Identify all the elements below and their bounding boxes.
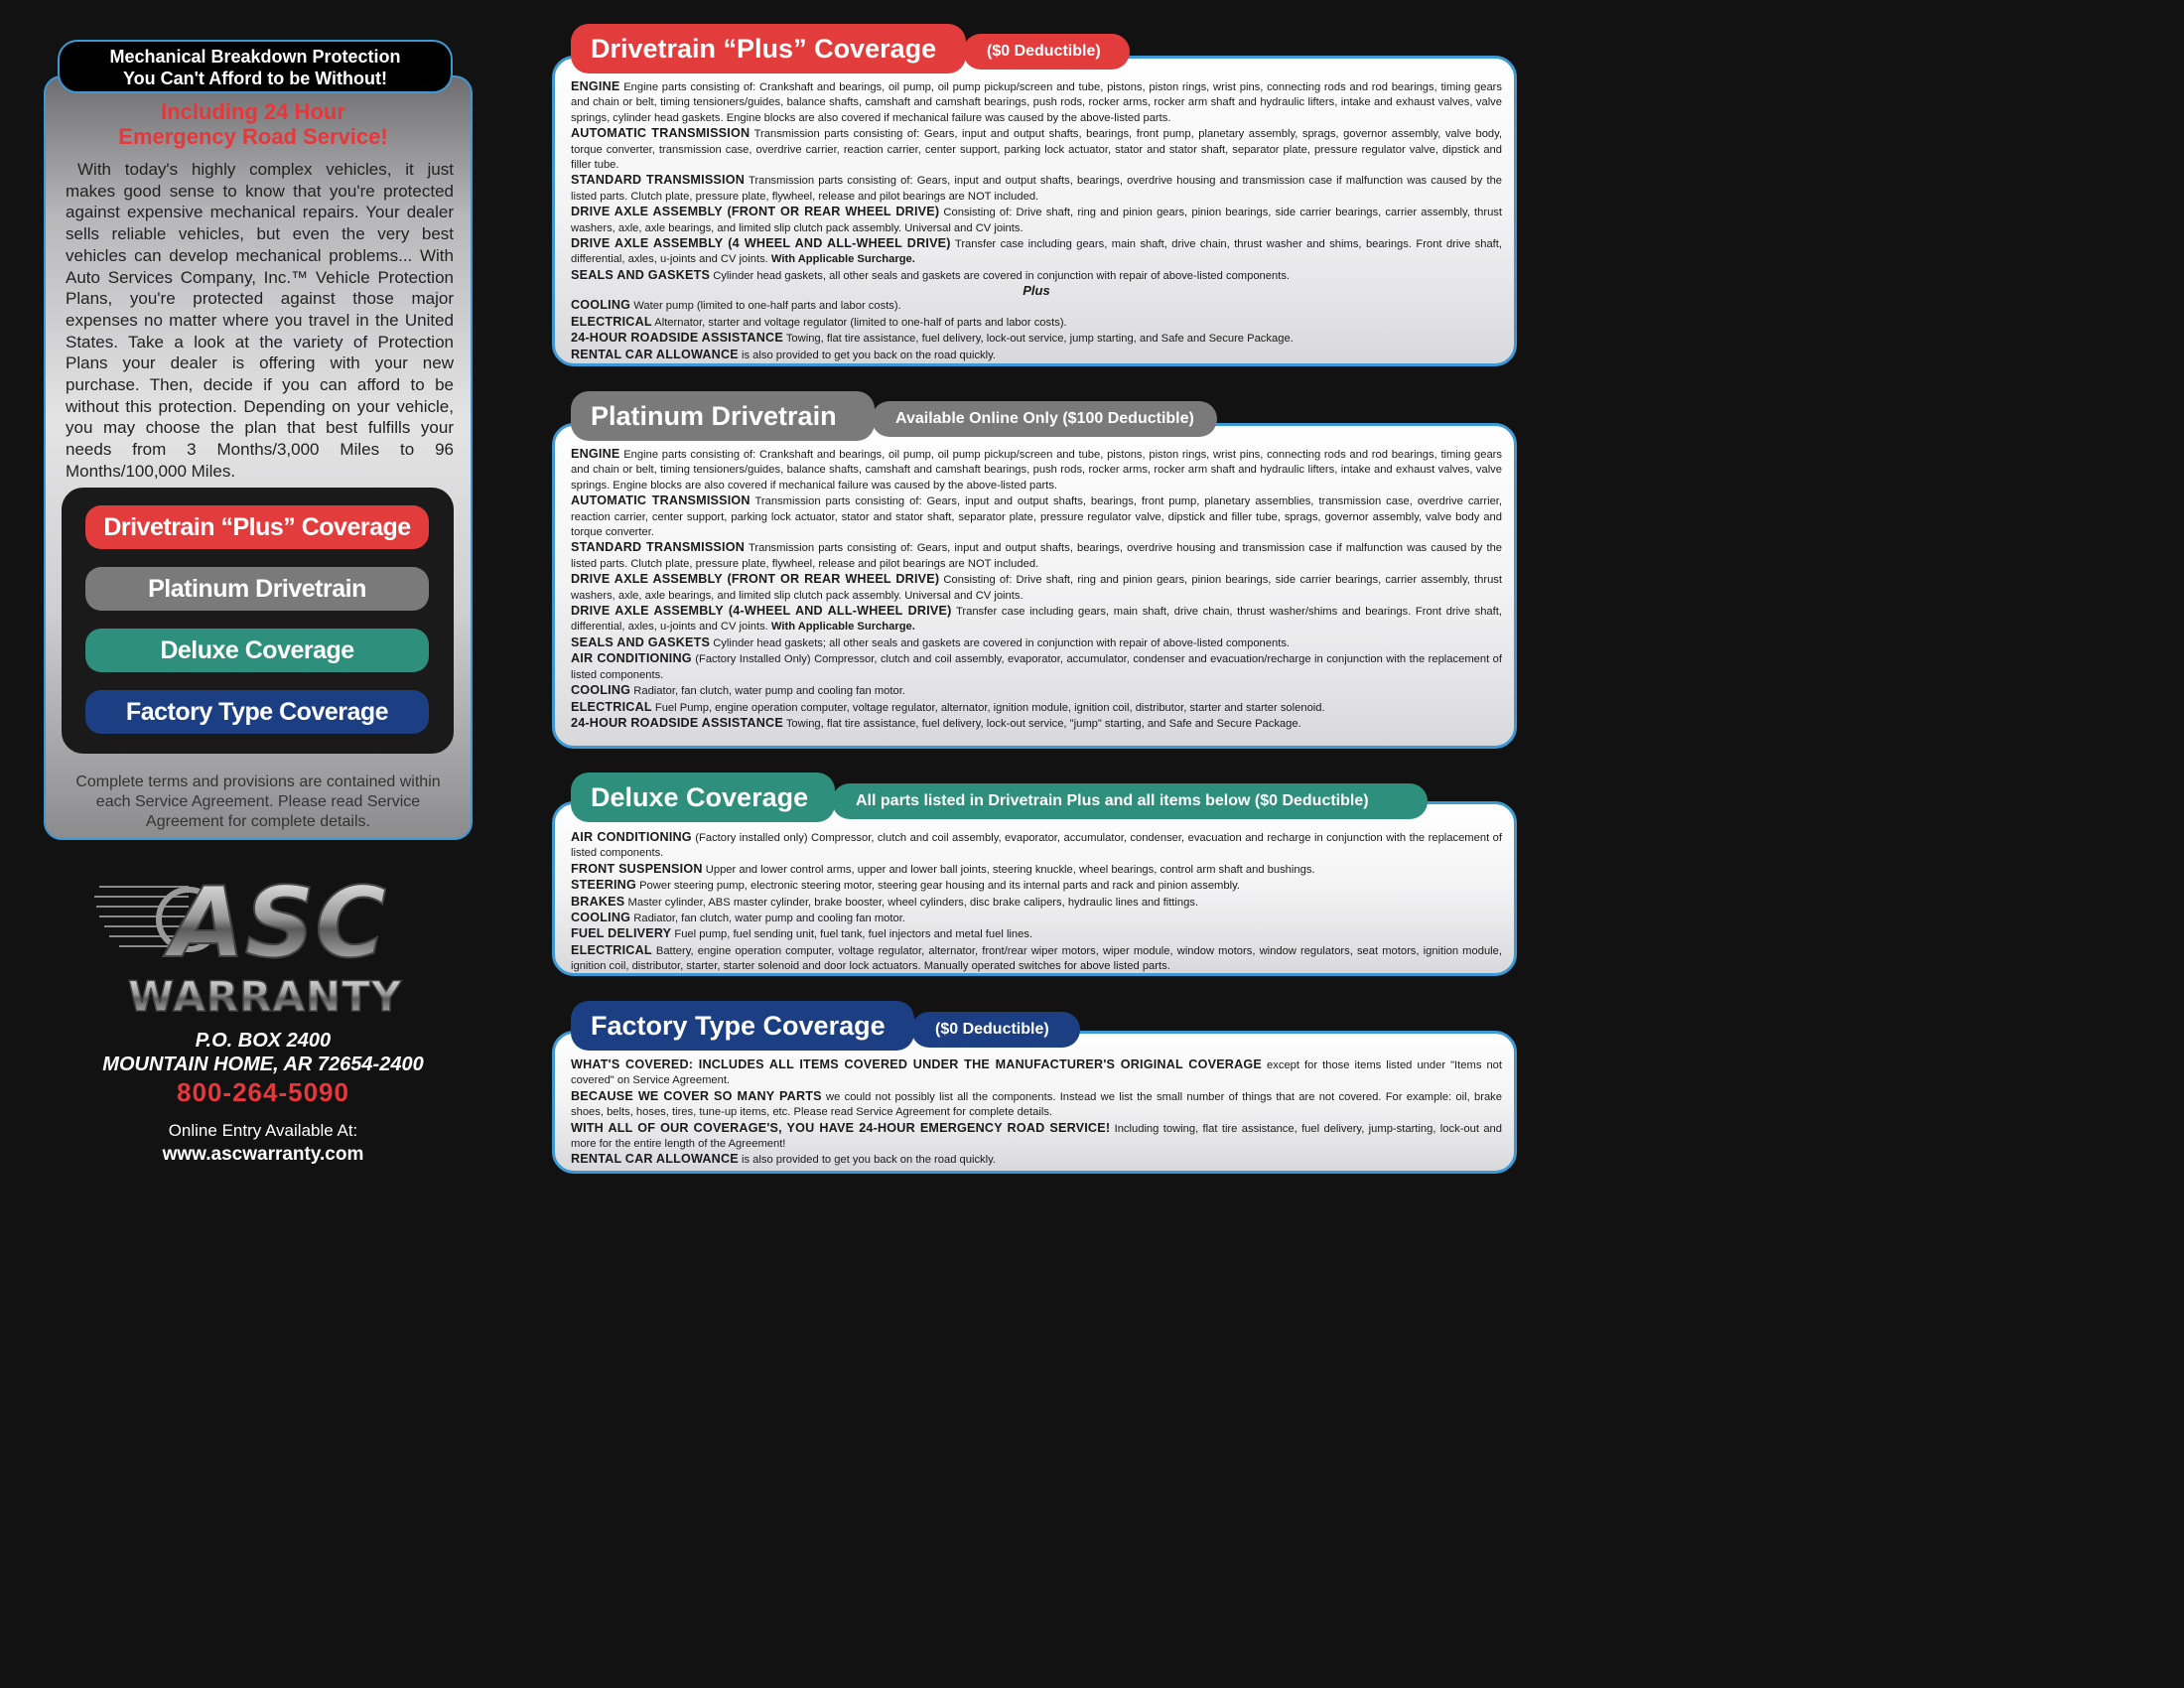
items-deluxe: [571, 830, 1502, 975]
coverage-item-heading: FRONT SUSPENSION: [571, 861, 703, 876]
coverage-item-text: Water pump (limited to one-half parts and labor costs).: [630, 300, 901, 313]
coverage-item: [571, 1089, 1502, 1121]
coverage-item-text: we could not possibly list all the components. Instead we list the small number of things that are not covered. For example: oil, brake shoes, belts, hoses, tires, tune-up items, etc. Please read Service Agreement for complete details.: [571, 1090, 1502, 1119]
coverage-item: [571, 173, 1502, 205]
coverage-item-heading: BECAUSE WE COVER SO MANY PARTS: [571, 1088, 822, 1103]
coverage-item: [571, 298, 1502, 314]
surcharge-note: With Applicable Surcharge.: [770, 253, 915, 266]
coverage-item-text: Master cylinder, ABS master cylinder, brake booster, wheel cylinders, disc brake calipers, hydraulic lines and fittings.: [624, 896, 1199, 909]
coverage-item-heading: COOLING: [571, 683, 631, 698]
section-deductible-deluxe: All parts listed in Drivetrain Plus and all items below ($0 Deductible): [832, 783, 1428, 819]
coverage-item-text: Transfer case including gears, main shaft, drive chain, thrust washer and shims, bearings. Front drive shaft, differential, axles, u-joints and CV joints.: [571, 238, 1502, 266]
coverage-item-text: Power steering pump, electronic steering motor, steering gear housing and its internal parts and rack and pinion assembly.: [635, 880, 1240, 893]
address-line-1: P.O. BOX 2400: [195, 1030, 332, 1052]
header-line-2: You Can't Afford to be Without!: [122, 69, 388, 88]
coverage-item-text: Transmission parts consisting of: Gears, input and output shafts, bearings, front pump, planetary assemblies, transmission case, overdrive carrier, reaction carrier, center support, parking lock actuator, stator and stator shaft, separator plate, pressure regulator valve, dipstick and filler tube, sprags, governor assembly, valve body and torque converter.: [571, 495, 1503, 539]
coverage-item-heading: DRIVE AXLE ASSEMBLY (FRONT OR REAR WHEEL DRIVE): [571, 572, 940, 587]
header-banner: [58, 40, 453, 93]
plan-button-platinum[interactable]: Platinum Drivetrain: [85, 567, 429, 611]
coverage-item: [571, 540, 1502, 572]
coverage-item-heading: ENGINE: [571, 79, 620, 93]
coverage-item: [571, 126, 1502, 173]
coverage-item: [571, 331, 1502, 347]
coverage-item: [571, 348, 1502, 363]
coverage-item-text: Alternator, starter and voltage regulator (limited to one-half of parts and labor costs).: [651, 316, 1067, 329]
coverage-item-heading: FUEL DELIVERY: [571, 926, 672, 941]
coverage-item: [571, 447, 1502, 493]
plus-divider: Plus: [1023, 283, 1050, 299]
coverage-item: [571, 315, 1502, 331]
website-link[interactable]: www.ascwarranty.com: [162, 1144, 364, 1165]
items-platinum: [571, 447, 1502, 732]
coverage-item-heading: 24-HOUR ROADSIDE ASSISTANCE: [571, 331, 783, 346]
items-drivetrain-plus: [571, 79, 1502, 363]
plan-button-factory[interactable]: Factory Type Coverage: [85, 690, 429, 734]
coverage-item-heading: STEERING: [571, 878, 636, 893]
coverage-item: [571, 635, 1502, 651]
coverage-item-heading: DRIVE AXLE ASSEMBLY (FRONT OR REAR WHEEL DRIVE): [571, 205, 940, 219]
coverage-item-text: Transmission parts consisting of: Gears, input and output shafts, bearings, overdrive housing and transmission case if malfunction was caused by the listed parts. Clutch plate, pressure plate, flywheel, release and pilot bearings are NOT included.: [571, 542, 1503, 570]
coverage-item: [571, 943, 1502, 975]
coverage-item: [571, 878, 1502, 894]
coverage-item-text: Battery, engine operation computer, voltage regulator, alternator, front/rear wiper motors, wiper module, window motors, window regulators, seat motors, ignition module, ignition coil, distributor, starter, starter solenoid and door lock actuators. Manually operated switches for above listed parts.: [571, 944, 1502, 973]
coverage-item: [571, 268, 1502, 284]
phone-number[interactable]: 800-264-5090: [177, 1077, 349, 1107]
coverage-item-text: Towing, flat tire assistance, fuel delivery, lock-out service, "jump" starting, and Safe and Secure Package.: [782, 717, 1301, 730]
coverage-item-heading: AIR CONDITIONING: [571, 651, 692, 666]
coverage-item-heading: RENTAL CAR ALLOWANCE: [571, 347, 739, 361]
coverage-item-text: Consisting of: Drive shaft, ring and pinion gears, pinion bearings, side carrier bearings, carrier assembly, thrust washers, axle, axle bearings, and limited slip clutch pack assembly. Universal and CV joints.: [571, 574, 1502, 602]
coverage-item-text: is also provided to get you back on the road quickly.: [738, 1154, 996, 1167]
coverage-item-heading: STANDARD TRANSMISSION: [571, 173, 746, 188]
coverage-item-text: Transfer case including gears, main shaft, drive chain, thrust washer/shims and bearings. Front drive shaft, differential, axles, u-joints and CV joints.: [571, 606, 1502, 633]
coverage-item-heading: AIR CONDITIONING: [571, 830, 692, 844]
coverage-item-text: is also provided to get you back on the road quickly.: [738, 349, 996, 361]
coverage-item-text: Fuel Pump, engine operation computer, voltage regulator, alternator, ignition module, ignition coil, distributor, starter and starter solenoid.: [651, 701, 1325, 714]
coverage-item-heading: DRIVE AXLE ASSEMBLY (4-WHEEL AND ALL-WHEEL DRIVE): [571, 604, 952, 619]
coverage-item: [571, 830, 1502, 862]
emergency-heading: [69, 99, 437, 149]
coverage-item-heading: WHAT'S COVERED: INCLUDES ALL ITEMS COVERED UNDER THE MANUFACTURER'S ORIGINAL COVERAGE: [571, 1057, 1262, 1071]
section-title-deluxe: Deluxe Coverage: [571, 773, 835, 822]
coverage-item-heading: RENTAL CAR ALLOWANCE: [571, 1152, 739, 1167]
online-entry-label: Online Entry Available At:: [168, 1121, 358, 1140]
coverage-item-text: Fuel pump, fuel sending unit, fuel tank, fuel injectors and metal fuel lines.: [671, 928, 1033, 941]
plan-button-drivetrain-plus[interactable]: Drivetrain “Plus” Coverage: [85, 505, 429, 549]
coverage-item-text: Cylinder head gaskets, all other seals and gaskets are covered in conjunction with repair of above-listed components.: [710, 269, 1291, 282]
coverage-item-text: Cylinder head gaskets; all other seals and gaskets are covered in conjunction with repair of above-listed components.: [710, 636, 1291, 649]
coverage-item-text: Consisting of: Drive shaft, ring and pinion gears, pinion bearings, side carrier bearings, carrier assembly, thrust washers, axle, axle bearings, and limited slip clutch pack assembly. Universal and CV joints.: [571, 207, 1502, 234]
coverage-item-heading: AUTOMATIC TRANSMISSION: [571, 126, 751, 141]
items-factory: [571, 1057, 1502, 1169]
coverage-item: [571, 895, 1502, 911]
coverage-item: [571, 79, 1502, 126]
coverage-item-text: Including towing, flat tire assistance, fuel delivery, jump-starting, lock-out and more for the entire length of the Agreement!: [571, 1122, 1503, 1151]
section-deductible-platinum: Available Online Only ($100 Deductible): [872, 401, 1217, 437]
emergency-line-2: Emergency Road Service!: [118, 124, 388, 149]
coverage-item-heading: DRIVE AXLE ASSEMBLY (4 WHEEL AND ALL-WHEEL DRIVE): [571, 236, 951, 251]
coverage-item: [571, 683, 1502, 699]
logo-asc-text: ASC: [169, 867, 387, 980]
address-line-2: MOUNTAIN HOME, AR 72654-2400: [102, 1054, 424, 1075]
coverage-item-heading: ENGINE: [571, 447, 620, 461]
coverage-item: [571, 572, 1502, 604]
coverage-item-text: except for those items listed under "Items not covered" on Service Agreement.: [571, 1059, 1502, 1087]
coverage-item-text: (Factory installed only) Compressor, clutch and coil assembly, evaporator, accumulator, condenser, evacuation and recharge in conjunction with the replacement of listed components.: [571, 832, 1502, 860]
coverage-item-heading: COOLING: [571, 298, 631, 313]
emergency-line-1: Including 24 Hour: [161, 99, 345, 124]
coverage-item: [571, 911, 1502, 926]
coverage-item: [571, 862, 1502, 878]
coverage-item: [571, 700, 1502, 716]
coverage-item: [571, 493, 1502, 540]
coverage-item-text: (Factory Installed Only) Compressor, clutch and coil assembly, evaporator, accumulator, condenser and evacuation/recharge in conjunction with the replacement of listed components.: [571, 653, 1502, 681]
coverage-item-heading: 24-HOUR ROADSIDE ASSISTANCE: [571, 715, 783, 730]
section-title-drivetrain-plus: Drivetrain “Plus” Coverage: [571, 24, 966, 73]
coverage-item: [571, 1057, 1502, 1089]
coverage-item-heading: COOLING: [571, 911, 631, 925]
coverage-item-text: Engine parts consisting of: Crankshaft and bearings, oil pump, oil pump pickup/screen and tube, pistons, piston rings, wrist pins, connecting rods and rod bearings, timing gears and chain or belt, timing tensioners/guides, balance shafts, camshaft and camshaft bearings, push rods, rocker arms, rocker arm shaft and hydraulic lifters, intake and exhaust valves, valve springs. Engine blocks are also covered if mechanical failure was caused by the above-listed parts.: [571, 449, 1502, 492]
coverage-item: [571, 205, 1502, 236]
plans-menu: [62, 488, 454, 754]
coverage-item-text: Upper and lower control arms, upper and lower ball joints, steering knuckle, wheel bearings, control arm shaft and bushings.: [702, 863, 1315, 876]
logo-warranty-text: WARRANTY: [127, 972, 403, 1021]
coverage-item: [571, 926, 1502, 942]
coverage-item-text: Transmission parts consisting of: Gears, input and output shafts, bearings, front pump, planetary assembly, sprags, governor assembly, valve body, torque converter, transmission case, overdrive carrier, reaction carrier, center support, parking lock actuator, stator and stator shaft, separator plate, pressure regulator valve, dipstick and filler tube.: [571, 128, 1503, 172]
coverage-item: [571, 236, 1502, 268]
asc-warranty-logo: [94, 862, 412, 1021]
coverage-item-heading: BRAKES: [571, 894, 625, 909]
section-deductible-drivetrain-plus: ($0 Deductible): [963, 34, 1130, 70]
coverage-item: [571, 651, 1502, 683]
terms-note: Complete terms and provisions are contained within each Service Agreement. Please read Service Agreement for complete details.: [75, 774, 441, 830]
section-title-platinum: Platinum Drivetrain: [571, 391, 875, 441]
coverage-item-heading: ELECTRICAL: [571, 942, 652, 957]
coverage-item-text: Towing, flat tire assistance, fuel delivery, lock-out service, jump starting, and Safe and Secure Package.: [782, 333, 1294, 346]
plan-button-deluxe[interactable]: Deluxe Coverage: [85, 629, 429, 672]
coverage-item-heading: ELECTRICAL: [571, 314, 652, 329]
coverage-item-text: Engine parts consisting of: Crankshaft and bearings, oil pump, oil pump pickup/screen and tube, pistons, piston rings, wrist pins, connecting rods and rod bearings, timing gears and chain or belt, timing tensioners/guides, balance shafts, camshaft and camshaft bearings, push rods, rocker arms, rocker arm shaft and hydraulic lifters, intake and exhaust valves, valve springs, cylinder head gaskets. Engine blocks are also covered if mechanical failure was caused by the above-listed parts.: [571, 81, 1502, 124]
coverage-item-text: Radiator, fan clutch, water pump and cooling fan motor.: [630, 685, 905, 698]
coverage-item-heading: AUTOMATIC TRANSMISSION: [571, 493, 751, 508]
coverage-item-heading: SEALS AND GASKETS: [571, 267, 711, 282]
intro-paragraph: With today's highly complex vehicles, it just makes good sense to know that you're protected against expensive mechanical repairs. Your dealer sells reliable vehicles, but even the very best vehicles can develop mechanical problems... With Auto Services Company, Inc.™ Vehicle Protection Plans, you're protected against those major expenses no matter where you travel in the United States. Take a look at the variety of Protection Plans your dealer is offering with your new purchase. Then, decide if you can afford to be without this protection. Depending on your vehicle, you may choose the plan that best fulfills your needs from 3 Months/3,000 Miles to 96 Months/100,000 Miles.: [66, 160, 454, 481]
mailing-address: [60, 1029, 467, 1076]
surcharge-note: With Applicable Surcharge.: [770, 621, 915, 633]
coverage-item-heading: STANDARD TRANSMISSION: [571, 540, 746, 555]
header-line-1: Mechanical Breakdown Protection: [109, 47, 401, 67]
coverage-item-heading: WITH ALL OF OUR COVERAGE'S, YOU HAVE 24-HOUR EMERGENCY ROAD SERVICE!: [571, 1120, 1111, 1135]
coverage-item: [571, 716, 1502, 732]
section-deductible-factory: ($0 Deductible): [911, 1012, 1080, 1048]
section-title-factory: Factory Type Coverage: [571, 1001, 914, 1051]
coverage-item: [571, 604, 1502, 635]
coverage-item: [571, 1121, 1502, 1153]
coverage-item: [571, 1152, 1502, 1168]
coverage-item-text: Radiator, fan clutch, water pump and cooling fan motor.: [630, 913, 905, 925]
coverage-item-heading: ELECTRICAL: [571, 699, 652, 714]
coverage-item-text: Transmission parts consisting of: Gears, input and output shafts, bearings, overdrive housing and transmission case if malfunction was caused by the listed parts. Clutch plate, pressure plate, flywheel, release and pilot bearings are NOT included.: [571, 175, 1503, 203]
coverage-item-heading: SEALS AND GASKETS: [571, 634, 711, 649]
